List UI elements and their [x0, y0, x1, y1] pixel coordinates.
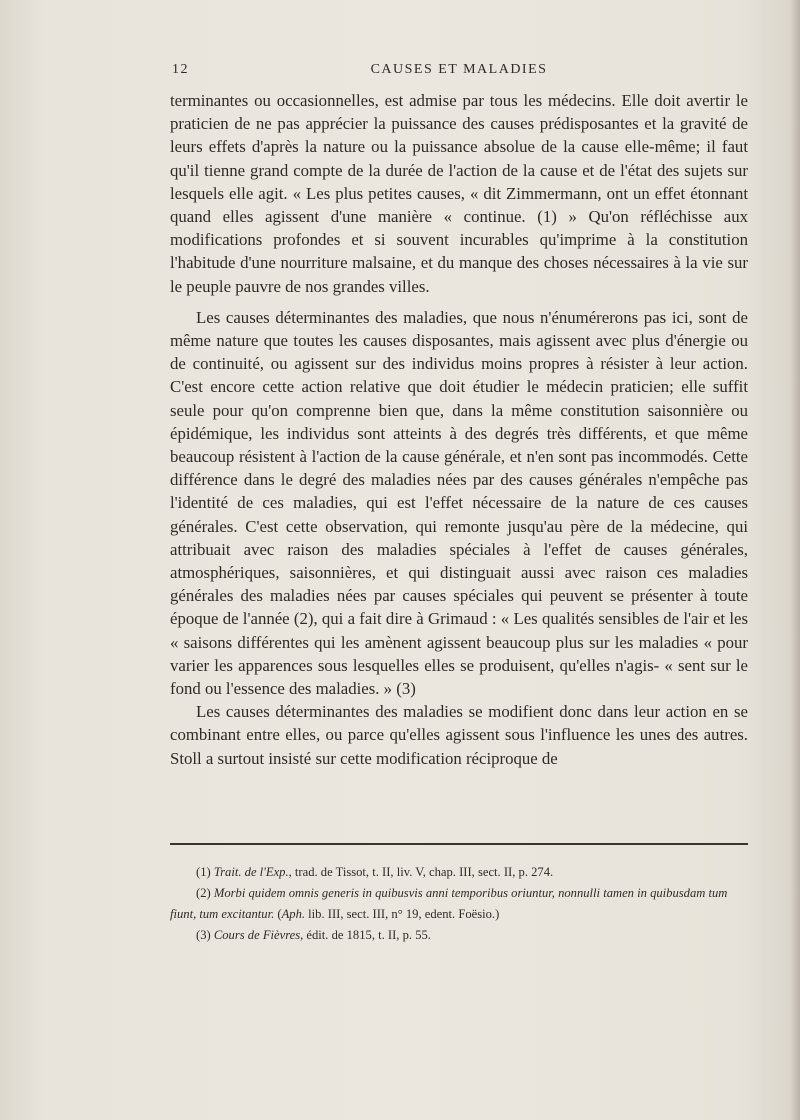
footnote-3-title: Cours de Fièvres: [213, 928, 301, 942]
page-number: 12: [172, 62, 189, 77]
footnote-2: [170, 883, 748, 925]
footnote-2-text: lib. III, sect. III, n° 19, edent. Foësio.): [305, 907, 500, 921]
footnote-2-marker: (2): [196, 886, 211, 900]
footnote-1-marker: (1): [196, 865, 211, 879]
running-head: CAUSES ET MALADIES: [370, 62, 548, 77]
footnote-2-quote: Morbi quidem omnis generis in quibusvis anni temporibus oriuntur, nonnulli tamen in quibusdam tum fiunt, tum excitantur.: [170, 886, 728, 921]
page-header: [172, 62, 746, 84]
footnote-1-text: , trad. de Tissot, t. II, liv. V, chap. III, sect. II, p. 274.: [288, 865, 554, 879]
paragraph-1: terminantes ou occasionnelles, est admise par tous les médecins. Elle doit avertir le praticien de ne pas apprécier la puissance des causes prédisposantes et la gravité de leurs effets d'après la nature ou la puissance absolue de la cause elle-même; il faut qu'il tienne grand compte de la durée de l'action de la cause et de l'état des sujets sur lesquels elle agit. « Les plus petites causes, « dit Zimmermann, ont un effet étonnant quand elles agissent d'une manière « continue. (1) » Qu'on réfléchisse aux modifications profondes et si souvent incurables qu'imprime à la constitution l'habitude d'une nourriture malsaine, et du manque des choses nécessaires à la vie sur le peuple pauvre de nos grandes villes.: [170, 91, 748, 296]
footnote-3: [170, 925, 748, 946]
page-edge-shadow: [790, 0, 800, 1120]
footnote-1: [170, 862, 748, 883]
footnotes: [170, 862, 748, 946]
paragraph-2: Les causes déterminantes des maladies, que nous n'énumérerons pas ici, sont de même nature que toutes les causes disposantes, mais agissent avec plus d'énergie ou de continuité, ou agissent sur des individus moins propres à résister à leur action. C'est encore cette action relative que doit étudier le médecin praticien; elle suffit seule pour qu'on comprenne bien que, dans la même constitution saisonnière ou épidémique, les individus sont atteints à des degrés très différents, et que même beaucoup résistent à l'action de la cause générale, et n'en sont pas incommodés. Cette différence dans le degré des maladies nées par des causes générales n'empêche pas l'identité de ces maladies, qui est l'effet nécessaire de la nature de ces causes générales. C'est cette observation, qui remonte jusqu'au père de la médecine, qui attribuait avec raison des maladies spéciales à l'effet de causes générales, atmosphériques, saisonnières, et qui distinguait aussi avec raison ces maladies générales des maladies nées par causes spéciales qui peuvent se présenter à toute époque de l'année (2), qui a fait dire à Grimaud : « Les qualités sensibles de l'air et les « saisons différentes qui les amènent agissent beaucoup plus sur les maladies « pour varier les apparences sous lesquelles elles se produisent, qu'elles n'agis- « sent sur le fond ou l'essence des maladies. » (3): [170, 307, 748, 699]
footnote-rule: [170, 843, 748, 845]
footnote-1-title: Trait. de l'Exp.: [213, 865, 289, 879]
paragraph-3: Les causes déterminantes des maladies se modifient donc dans leur action en se combinant entre elles, ou parce qu'elles agissent sous l'influence les unes des autres. Stoll a surtout insisté sur cette modification réciproque de: [170, 702, 748, 768]
footnote-3-text: , édit. de 1815, t. II, p. 55.: [300, 928, 431, 942]
footnote-3-marker: (3): [196, 928, 211, 942]
footnote-2-open-paren: (: [274, 907, 282, 921]
body-text: [170, 89, 748, 770]
footnote-2-aph: Aph.: [281, 907, 306, 921]
